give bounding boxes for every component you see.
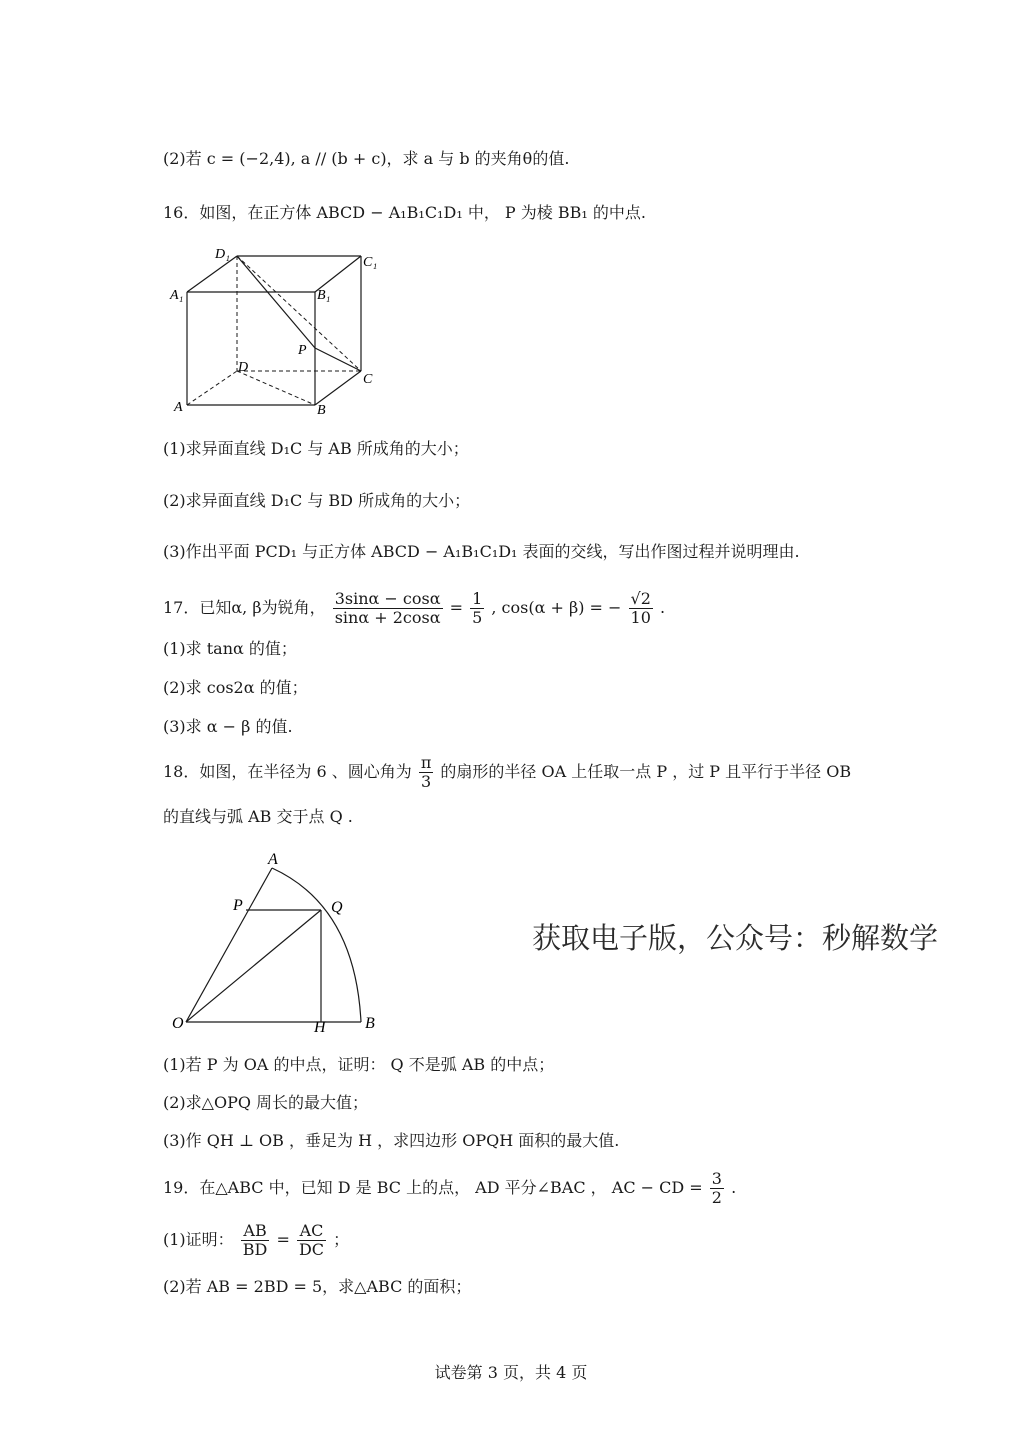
q19-part1: (1)证明： $\frac{AB}{BD}$ = $\frac{AC}{DC}$ ；: [163, 1221, 350, 1259]
q19-stem: 19．在△ABC 中，已知 D 是 BC 上的点， AD 平分∠BAC ， AC − CD = $\frac{3}{2}$ .: [163, 1169, 737, 1207]
label-A1: A₁: [170, 288, 184, 303]
q16-part3: (3)作出平面 PCD₁ 与正方体 ABCD − A₁B₁C₁D₁ 表面的交线，写出作图过程并说明理由.: [163, 542, 800, 561]
q17-fraction-3: $\frac{√2}{10}$: [630, 589, 651, 627]
label-P: P: [298, 343, 307, 358]
q17-fraction-2: $\frac{1}{5}$: [472, 589, 483, 627]
q18-part3: (3)作 QH ⊥ OB ，垂足为 H ，求四边形 OPQH 面积的最大值.: [163, 1131, 620, 1150]
sector-figure: [165, 846, 395, 1036]
label-B1: B₁: [317, 288, 331, 303]
label-D: D: [238, 360, 249, 375]
q18-part1: (1)若 P 为 OA 的中点，证明： Q 不是弧 AB 的中点；: [163, 1055, 555, 1074]
label-D1: D₁: [215, 247, 230, 262]
label-H: H: [314, 1019, 326, 1036]
page-footer: 试卷第 3 页，共 4 页: [434, 1363, 588, 1382]
label-A: A: [268, 851, 278, 868]
q15-part2: (2)若 c = (−2,4), a // (b + c)，求 a 与 b 的夹角θ的值.: [163, 149, 570, 168]
q19-fraction-ac-dc: $\frac{AC}{DC}$: [298, 1221, 325, 1259]
label-P: P: [233, 897, 243, 914]
q17-fraction-1: $\frac{3\sin\alpha - \cos\alpha}{\sin\alpha + 2\cos\alpha}$: [334, 589, 441, 627]
label-C1: C₁: [363, 255, 378, 270]
q17-part1: (1)求 tanα 的值；: [163, 639, 297, 658]
label-B: B: [365, 1015, 375, 1032]
label-O: O: [172, 1015, 184, 1032]
q18-stem-cont: 的直线与弧 AB 交于点 Q .: [163, 807, 353, 826]
q18-stem: 18．如图，在半径为 6 、圆心角为 $\frac{\pi}{3}$ 的扇形的半径 OA 上任取一点 P ，过 P 且平行于半径 OB: [163, 753, 852, 791]
q16-stem: 16．如图，在正方体 ABCD − A₁B₁C₁D₁ 中， P 为棱 BB₁ 的中点.: [163, 203, 646, 222]
q16-part2: (2)求异面直线 D₁C 与 BD 所成角的大小；: [163, 491, 471, 510]
q18-part2: (2)求△OPQ 周长的最大值；: [163, 1093, 369, 1112]
label-B: B: [317, 403, 326, 418]
label-C: C: [363, 372, 373, 387]
q19-part2: (2)若 AB = 2BD = 5，求△ABC 的面积；: [163, 1277, 472, 1296]
q19-fraction: $\frac{3}{2}$: [711, 1169, 722, 1207]
label-A: A: [174, 400, 183, 415]
q17-part3: (3)求 α − β 的值.: [163, 717, 293, 736]
cube-figure: [165, 240, 395, 422]
watermark-text: 获取电子版，公众号：秒解数学: [532, 921, 939, 955]
q19-fraction-ab-bd: $\frac{AB}{BD}$: [242, 1221, 268, 1259]
label-Q: Q: [331, 899, 343, 916]
q16-part1: (1)求异面直线 D₁C 与 AB 所成角的大小；: [163, 439, 469, 458]
q18-fraction: $\frac{\pi}{3}$: [420, 753, 432, 791]
q17-stem: 17．已知α, β为锐角， $\frac{3\sin\alpha - \cos\alpha}{\sin\alpha + 2\cos\alpha}$ = $\frac{1}{5}$ , cos(α + β) = − $\frac{√2}{10}$ .: [163, 589, 666, 627]
q17-part2: (2)求 cos2α 的值；: [163, 678, 308, 697]
